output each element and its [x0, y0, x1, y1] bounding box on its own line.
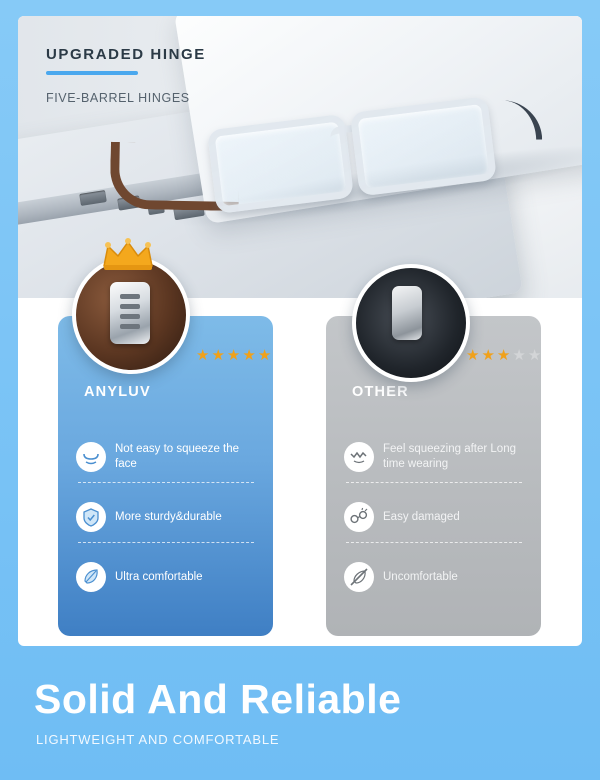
- rating-anyluv: [196, 348, 271, 363]
- feature-divider: [346, 542, 522, 543]
- feature-item: [76, 442, 256, 472]
- crown-icon: [100, 238, 156, 272]
- brand-name-anyluv: ANYLUV: [84, 384, 151, 400]
- star-icon-empty: ★: [527, 347, 542, 364]
- broken-glasses-icon: [344, 502, 374, 532]
- feature-label: Feel squeezing after Long time wearing: [383, 443, 516, 470]
- feature-item: [344, 562, 524, 592]
- page-title: UPGRADED HINGE: [46, 46, 206, 63]
- standard-hinge: [392, 286, 422, 340]
- feature-label: More sturdy&durable: [115, 510, 222, 523]
- feature-label: Ultra comfortable: [115, 570, 203, 583]
- shield-icon: [76, 502, 106, 532]
- feature-divider: [346, 482, 522, 483]
- brand-name-other: OTHER: [352, 384, 409, 400]
- star-icon: ★: [211, 347, 225, 364]
- feature-divider: [78, 482, 254, 483]
- feature-item: [76, 562, 256, 592]
- rating-other: [466, 348, 541, 363]
- feature-item: [344, 442, 524, 472]
- banner-title: Solid And Reliable: [34, 676, 402, 722]
- comparison-panel-anyluv: [58, 316, 273, 636]
- squeeze-face-icon: [344, 442, 374, 472]
- no-feather-icon: [344, 562, 374, 592]
- bottom-banner: [0, 652, 600, 780]
- hinge-barrels: [120, 294, 140, 299]
- star-icon: ★: [481, 347, 495, 364]
- feature-label: Not easy to squeeze the face: [115, 443, 240, 470]
- page-subtitle: FIVE-BARREL HINGES: [46, 91, 190, 105]
- feature-divider: [78, 542, 254, 543]
- star-icon: ★: [226, 347, 241, 364]
- feature-item: [76, 502, 256, 532]
- feature-item: [344, 502, 524, 532]
- five-barrel-hinge: [110, 282, 150, 344]
- star-icon: ★: [496, 347, 511, 364]
- star-icon-empty: ★: [512, 347, 526, 364]
- star-icon: ★: [257, 347, 272, 364]
- star-icon: ★: [196, 347, 210, 364]
- product-card: [18, 16, 582, 646]
- hinge-closeup-anyluv: [72, 256, 190, 374]
- title-underline: [46, 71, 138, 75]
- banner-subtitle: LIGHTWEIGHT AND COMFORTABLE: [36, 732, 280, 747]
- feature-label: Easy damaged: [383, 510, 460, 523]
- headline-block: [46, 46, 206, 107]
- hinge-closeup-other: [352, 264, 470, 382]
- feature-label: Uncomfortable: [383, 570, 458, 583]
- feather-icon: [76, 562, 106, 592]
- star-icon: ★: [466, 347, 480, 364]
- smile-icon: [76, 442, 106, 472]
- star-icon: ★: [242, 347, 256, 364]
